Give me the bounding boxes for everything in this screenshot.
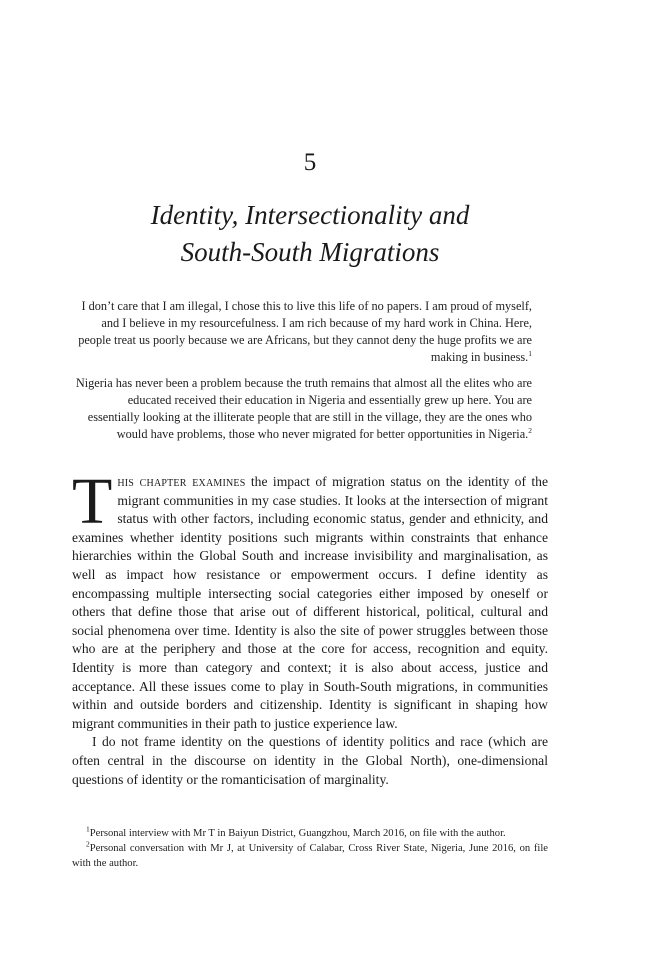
- body-paragraph-1: [72, 465, 549, 733]
- footnotes: [72, 826, 548, 871]
- lead-in-smallcaps: his chapter examines: [117, 474, 246, 489]
- chapter-body: [72, 465, 549, 789]
- drop-cap: T: [72, 465, 113, 538]
- footnote-marker: 1: [528, 348, 532, 358]
- chapter-title-line-1: Identity, Intersectionality and: [150, 200, 470, 230]
- footnote-number: 1: [86, 824, 90, 834]
- epigraph-text: Nigeria has never been a problem because the truth remains that almost all the elites who are educated received their education in Nigeria and essentially grew up here. You are essentially looking at the illiterate people that are still in the village, they are the ones who would have problems, those who never migrated for better opportunities in Nigeria.: [75, 376, 532, 441]
- chapter-number: 5: [303, 149, 317, 176]
- footnote-marker: 2: [528, 425, 532, 435]
- body-paragraph-2: I do not frame identity on the questions of identity politics and race (which are often central in the discourse on identity in the Global North), one-dimensional questions of identity or the romanticisation of marginality.: [72, 734, 548, 787]
- footnote-2: [72, 841, 548, 871]
- epigraph-quote-2: [74, 375, 532, 443]
- chapter-title: [0, 197, 620, 271]
- chapter-title-line-2: South-South Migrations: [180, 237, 440, 267]
- epigraph-quote-1: [74, 298, 532, 366]
- epigraph-text: I don’t care that I am illegal, I chose this to live this life of no papers. I am proud of myself, and I believe in my resourcefulness. I am rich because of my hard work in China. Here, people treat us poorly because we are Africans, but they cannot deny the huge profits we are making in business.: [78, 299, 532, 364]
- footnote-number: 2: [86, 839, 90, 849]
- footnote-text: Personal conversation with Mr J, at University of Calabar, Cross River State, Nigeria, June 2016, on file with the author.: [72, 843, 548, 869]
- footnote-1: [72, 826, 548, 841]
- paragraph-text: the impact of migration status on the identity of the migrant communities in my case studies. It looks at the intersection of migrant status with other factors, including economic status, gender and ethnicity, and examines whether identity positions such migrants within constraints that enhance hierarchies within the Global South and increase invisibility and marginalisation, as well as impact how resistance or empowerment occurs. I define identity as encompassing multiple intersecting social categories either imposed by oneself or others that define those that arise out of different historical, political, cultural and social phenomena over time. Identity is also the site of power struggles between those who are at the periphery and those at the core for access, recognition and equity. Identity is more than category and context; it is also about access, justice and acceptance. All these issues come to play in South-South migrations, in communities within and outside borders and citizenship. Identity is significant in shaping how migrant communities in their path to justice experience law.: [72, 474, 549, 731]
- footnote-text: Personal interview with Mr T in Baiyun District, Guangzhou, March 2016, on file with the author.: [89, 828, 506, 839]
